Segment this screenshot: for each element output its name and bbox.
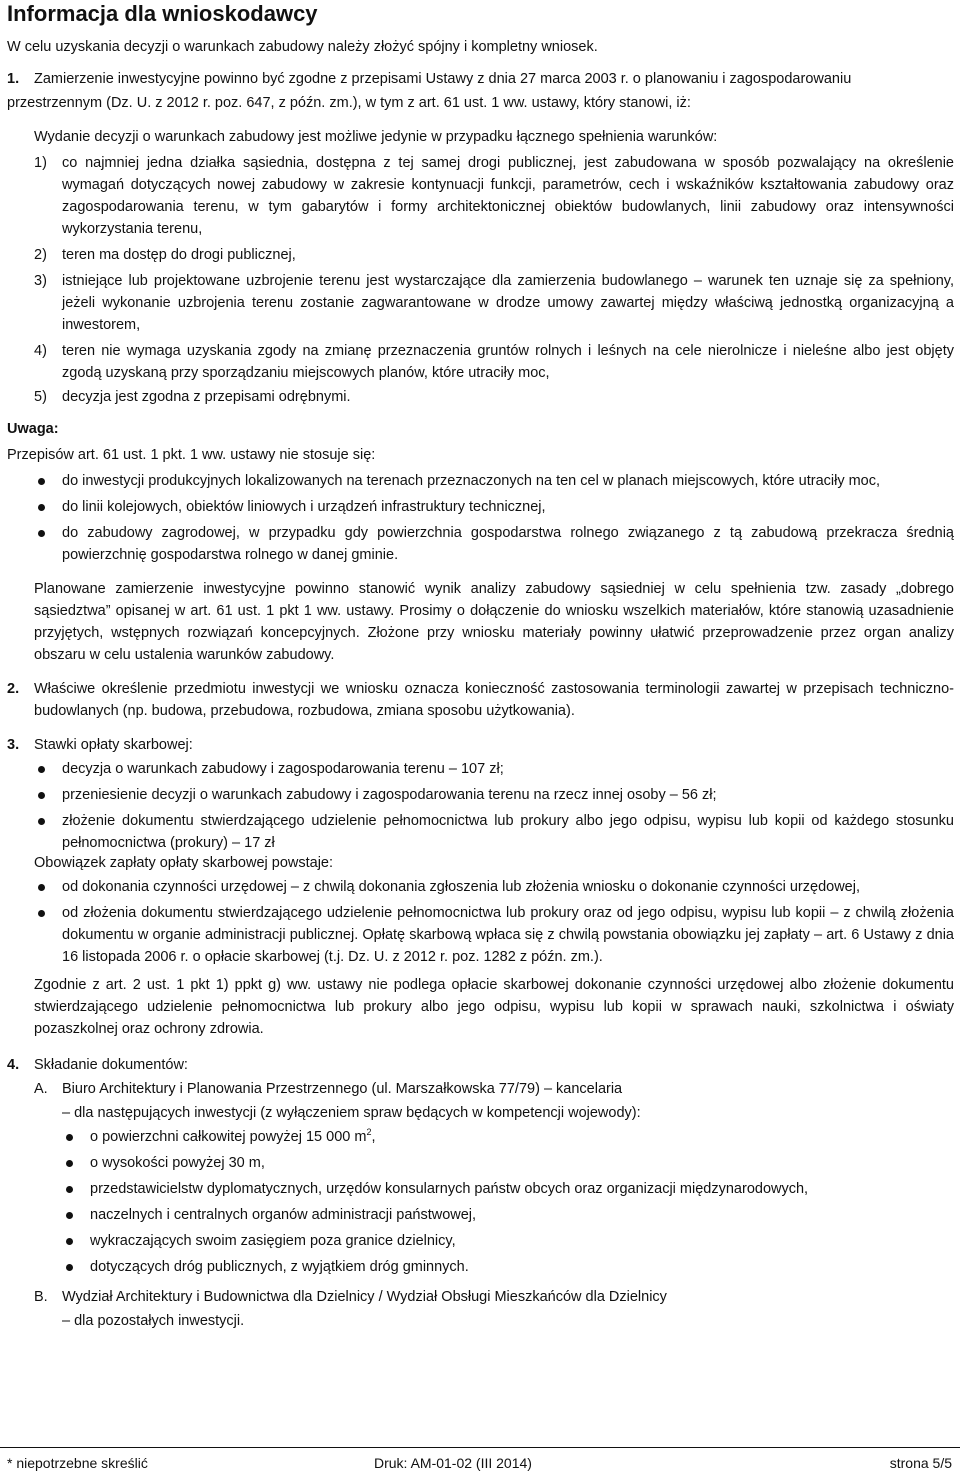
bullet-icon xyxy=(38,530,45,537)
page-title: Informacja dla wnioskodawcy xyxy=(7,1,318,26)
section-2-text: Właściwe określenie przedmiotu inwestycji we wniosku oznacza konieczność zastosowania terminologii zawartej w przepisach techniczno-budowlanych (np. budowa, przebudowa, rozbudowa, zmiana sposobu użytkowania). xyxy=(34,681,954,719)
bullet-icon xyxy=(38,884,45,891)
submission-lead: Składanie dokumentów: xyxy=(34,1057,188,1073)
option-a-item-3: przedstawicielstw dyplomatycznych, urzędów konsularnych państw obcych oraz organizacji międzynarodowych, xyxy=(90,1181,809,1197)
bullet-icon xyxy=(66,1264,73,1271)
option-a-item-5: wykraczających swoim zasięgiem poza granice dzielnicy, xyxy=(90,1233,456,1249)
note-item-2: do linii kolejowych, obiektów liniowych i urządzeń infrastruktury technicznej, xyxy=(62,499,546,515)
section-1-line-1: Zamierzenie inwestycyjne powinno być zgodne z przepisami Ustawy z dnia 27 marca 2003 r. o planowaniu i zagospodarowaniu xyxy=(34,71,852,87)
condition-3-number: 3) xyxy=(34,273,47,289)
note-item-1: do inwestycji produkcyjnych lokalizowanych na terenach przeznaczonych na ten cel w planach miejscowych, które utraciły moc, xyxy=(62,473,881,489)
intro-text: W celu uzyskania decyzji o warunkach zabudowy należy złożyć spójny i kompletny wniosek. xyxy=(7,39,598,55)
obligation-lead: Obowiązek zapłaty opłaty skarbowej powstaje: xyxy=(34,855,334,871)
section-4-number: 4. xyxy=(7,1057,20,1073)
bullet-icon xyxy=(66,1212,73,1219)
condition-1-text: co najmniej jedna działka sąsiednia, dostępna z tej samej drogi publicznej, jest zabudowana w sposób pozwalający na określenie wymagań dotyczących nowej zabudowy w zakresie kontynuacji funkcji, parametrów, cech i wskaźników kształtowania zabudowy oraz zagospodarowania terenu, w tym gabarytów i formy architektonicznej obiektów budowlanych, linii zabudowy oraz intensywności wykorzystania terenu, xyxy=(62,155,954,237)
option-a-item-6: dotyczących dróg publicznych, z wyjątkiem dróg gminnych. xyxy=(90,1259,469,1275)
note-heading: Uwaga: xyxy=(7,421,59,437)
condition-2-text: teren ma dostęp do drogi publicznej, xyxy=(62,247,296,263)
section-1-number: 1. xyxy=(7,71,20,87)
obligation-item-1: od dokonania czynności urzędowej – z chwilą dokonania zgłoszenia lub złożenia wniosku o dokonanie czynności urzędowej, xyxy=(62,879,860,895)
option-a-item-4: naczelnych i centralnych organów administracji państwowej, xyxy=(90,1207,477,1223)
footer-divider xyxy=(0,1447,960,1448)
note-item-3: do zabudowy zagrodowej, w przypadku gdy powierzchnia gospodarstwa rolnego związanego z tą zabudową przekracza średnią powierzchnię gospodarstwa rolnego w danej gminie. xyxy=(62,525,954,563)
option-a-subtext: – dla następujących inwestycji (z wyłączeniem spraw będących w kompetencji wojewody): xyxy=(62,1105,641,1121)
option-b-text: Wydział Architektury i Budownictwa dla Dzielnicy / Wydział Obsługi Mieszkańców dla Dzielnicy xyxy=(62,1289,667,1305)
bullet-icon xyxy=(66,1238,73,1245)
section-3-number: 3. xyxy=(7,737,20,753)
fee-item-1: decyzja o warunkach zabudowy i zagospodarowania terenu – 107 zł; xyxy=(62,761,504,777)
bullet-icon xyxy=(38,818,45,825)
condition-4-text: teren nie wymaga uzyskania zgody na zmianę przeznaczenia gruntów rolnych i leśnych na cele nierolnicze i nieleśne albo jest objęty zgodą uzyskaną przy sporządzaniu miejscowych planów, które utraciły moc, xyxy=(62,343,954,381)
planned-paragraph: Planowane zamierzenie inwestycyjne powinno stanowić wynik analizy zabudowy sąsiedniej w celu spełnienia tzw. zasady „dobrego sąsiedztwa” opisanej w art. 61 ust. 1 pkt 1 ww. ustawy. Prosimy o dołączenie do wniosku wszelkich materiałów, które stanowią uzasadnienie przyjętych, wstępnych rozwiązań koncepcyjnych. Złożone przy wniosku materiały powinny ułatwić przeprowadzenie przez organ analizy obszaru w celu ustalenia warunków zabudowy. xyxy=(34,581,954,663)
footer-form-code: Druk: AM-01-02 (III 2014) xyxy=(374,1455,532,1471)
condition-5-number: 5) xyxy=(34,389,47,405)
conditions-lead: Wydanie decyzji o warunkach zabudowy jest możliwe jedynie w przypadku łącznego spełnienia warunków: xyxy=(34,129,718,145)
condition-1-number: 1) xyxy=(34,155,47,171)
bullet-icon xyxy=(66,1186,73,1193)
note-lead: Przepisów art. 61 ust. 1 pkt. 1 ww. ustawy nie stosuje się: xyxy=(7,447,376,463)
option-a-letter: A. xyxy=(34,1081,48,1097)
option-a-item-2: o wysokości powyżej 30 m, xyxy=(90,1155,265,1171)
condition-3-text: istniejące lub projektowane uzbrojenie terenu jest wystarczające dla zamierzenia budowlanego – warunek ten uznaje się za spełniony, jeżeli wykonanie uzbrojenia terenu zostanie zagwarantowane w drodze umowy zawartej między właściwą jednostką organizacyjną a inwestorem, xyxy=(62,273,954,333)
bullet-icon xyxy=(38,766,45,773)
footer-note: * niepotrzebne skreślić xyxy=(7,1455,148,1471)
bullet-icon xyxy=(38,504,45,511)
option-b-letter: B. xyxy=(34,1289,48,1305)
section-2-number: 2. xyxy=(7,681,20,697)
section-1-line-2: przestrzennym (Dz. U. z 2012 r. poz. 647, z późn. zm.), w tym z art. 61 ust. 1 ww. ustawy, który stanowi, iż: xyxy=(7,95,691,111)
option-a-item-1: o powierzchni całkowitej powyżej 15 000 $m^2$, xyxy=(90,1127,376,1145)
condition-5-text: decyzja jest zgodna z przepisami odrębnymi. xyxy=(62,389,351,405)
condition-4-number: 4) xyxy=(34,343,47,359)
bullet-icon xyxy=(38,792,45,799)
option-b-subtext: – dla pozostałych inwestycji. xyxy=(62,1313,245,1329)
bullet-icon xyxy=(66,1134,73,1141)
footer-page-number: strona 5/5 xyxy=(889,1455,952,1471)
fees-lead: Stawki opłaty skarbowej: xyxy=(34,737,193,753)
fee-item-2: przeniesienie decyzji o warunkach zabudowy i zagospodarowania terenu na rzecz innej osoby – 56 zł; xyxy=(62,787,717,803)
bullet-icon xyxy=(38,478,45,485)
bullet-icon xyxy=(38,910,45,917)
bullet-icon xyxy=(66,1160,73,1167)
option-a-text: Biuro Architektury i Planowania Przestrzennego (ul. Marszałkowska 77/79) – kancelaria xyxy=(62,1081,623,1097)
exemption-paragraph: Zgodnie z art. 2 ust. 1 pkt 1) ppkt g) ww. ustawy nie podlega opłacie skarbowej dokonanie czynności urzędowej albo złożenie dokumentu stwierdzającego udzielenie pełnomocnictwa lub prokury albo jego odpisu, wypisu lub kopii w sprawach nauki, szkolnictwa i oświaty pozaszkolnej oraz ochrony zdrowia. xyxy=(34,977,954,1037)
fee-item-3: złożenie dokumentu stwierdzającego udzielenie pełnomocnictwa lub prokury albo jego odpisu, wypisu lub kopii od każdego stosunku pełnomocnictwa (prokury) – 17 zł xyxy=(62,813,954,851)
condition-2-number: 2) xyxy=(34,247,47,263)
obligation-item-2: od złożenia dokumentu stwierdzającego udzielenie pełnomocnictwa lub prokury oraz od jego odpisu, wypisu lub kopii – z chwilą złożenia dokumentu w organie administracji publicznej. Opłatę skarbową wpłaca się z chwilą powstania obowiązku jej zapłaty – art. 6 Ustawy z dnia 16 listopada 2006 r. o opłacie skarbowej (t.j. Dz. U. z 2012 r. poz. 1282 z późn. zm.). xyxy=(62,905,954,965)
